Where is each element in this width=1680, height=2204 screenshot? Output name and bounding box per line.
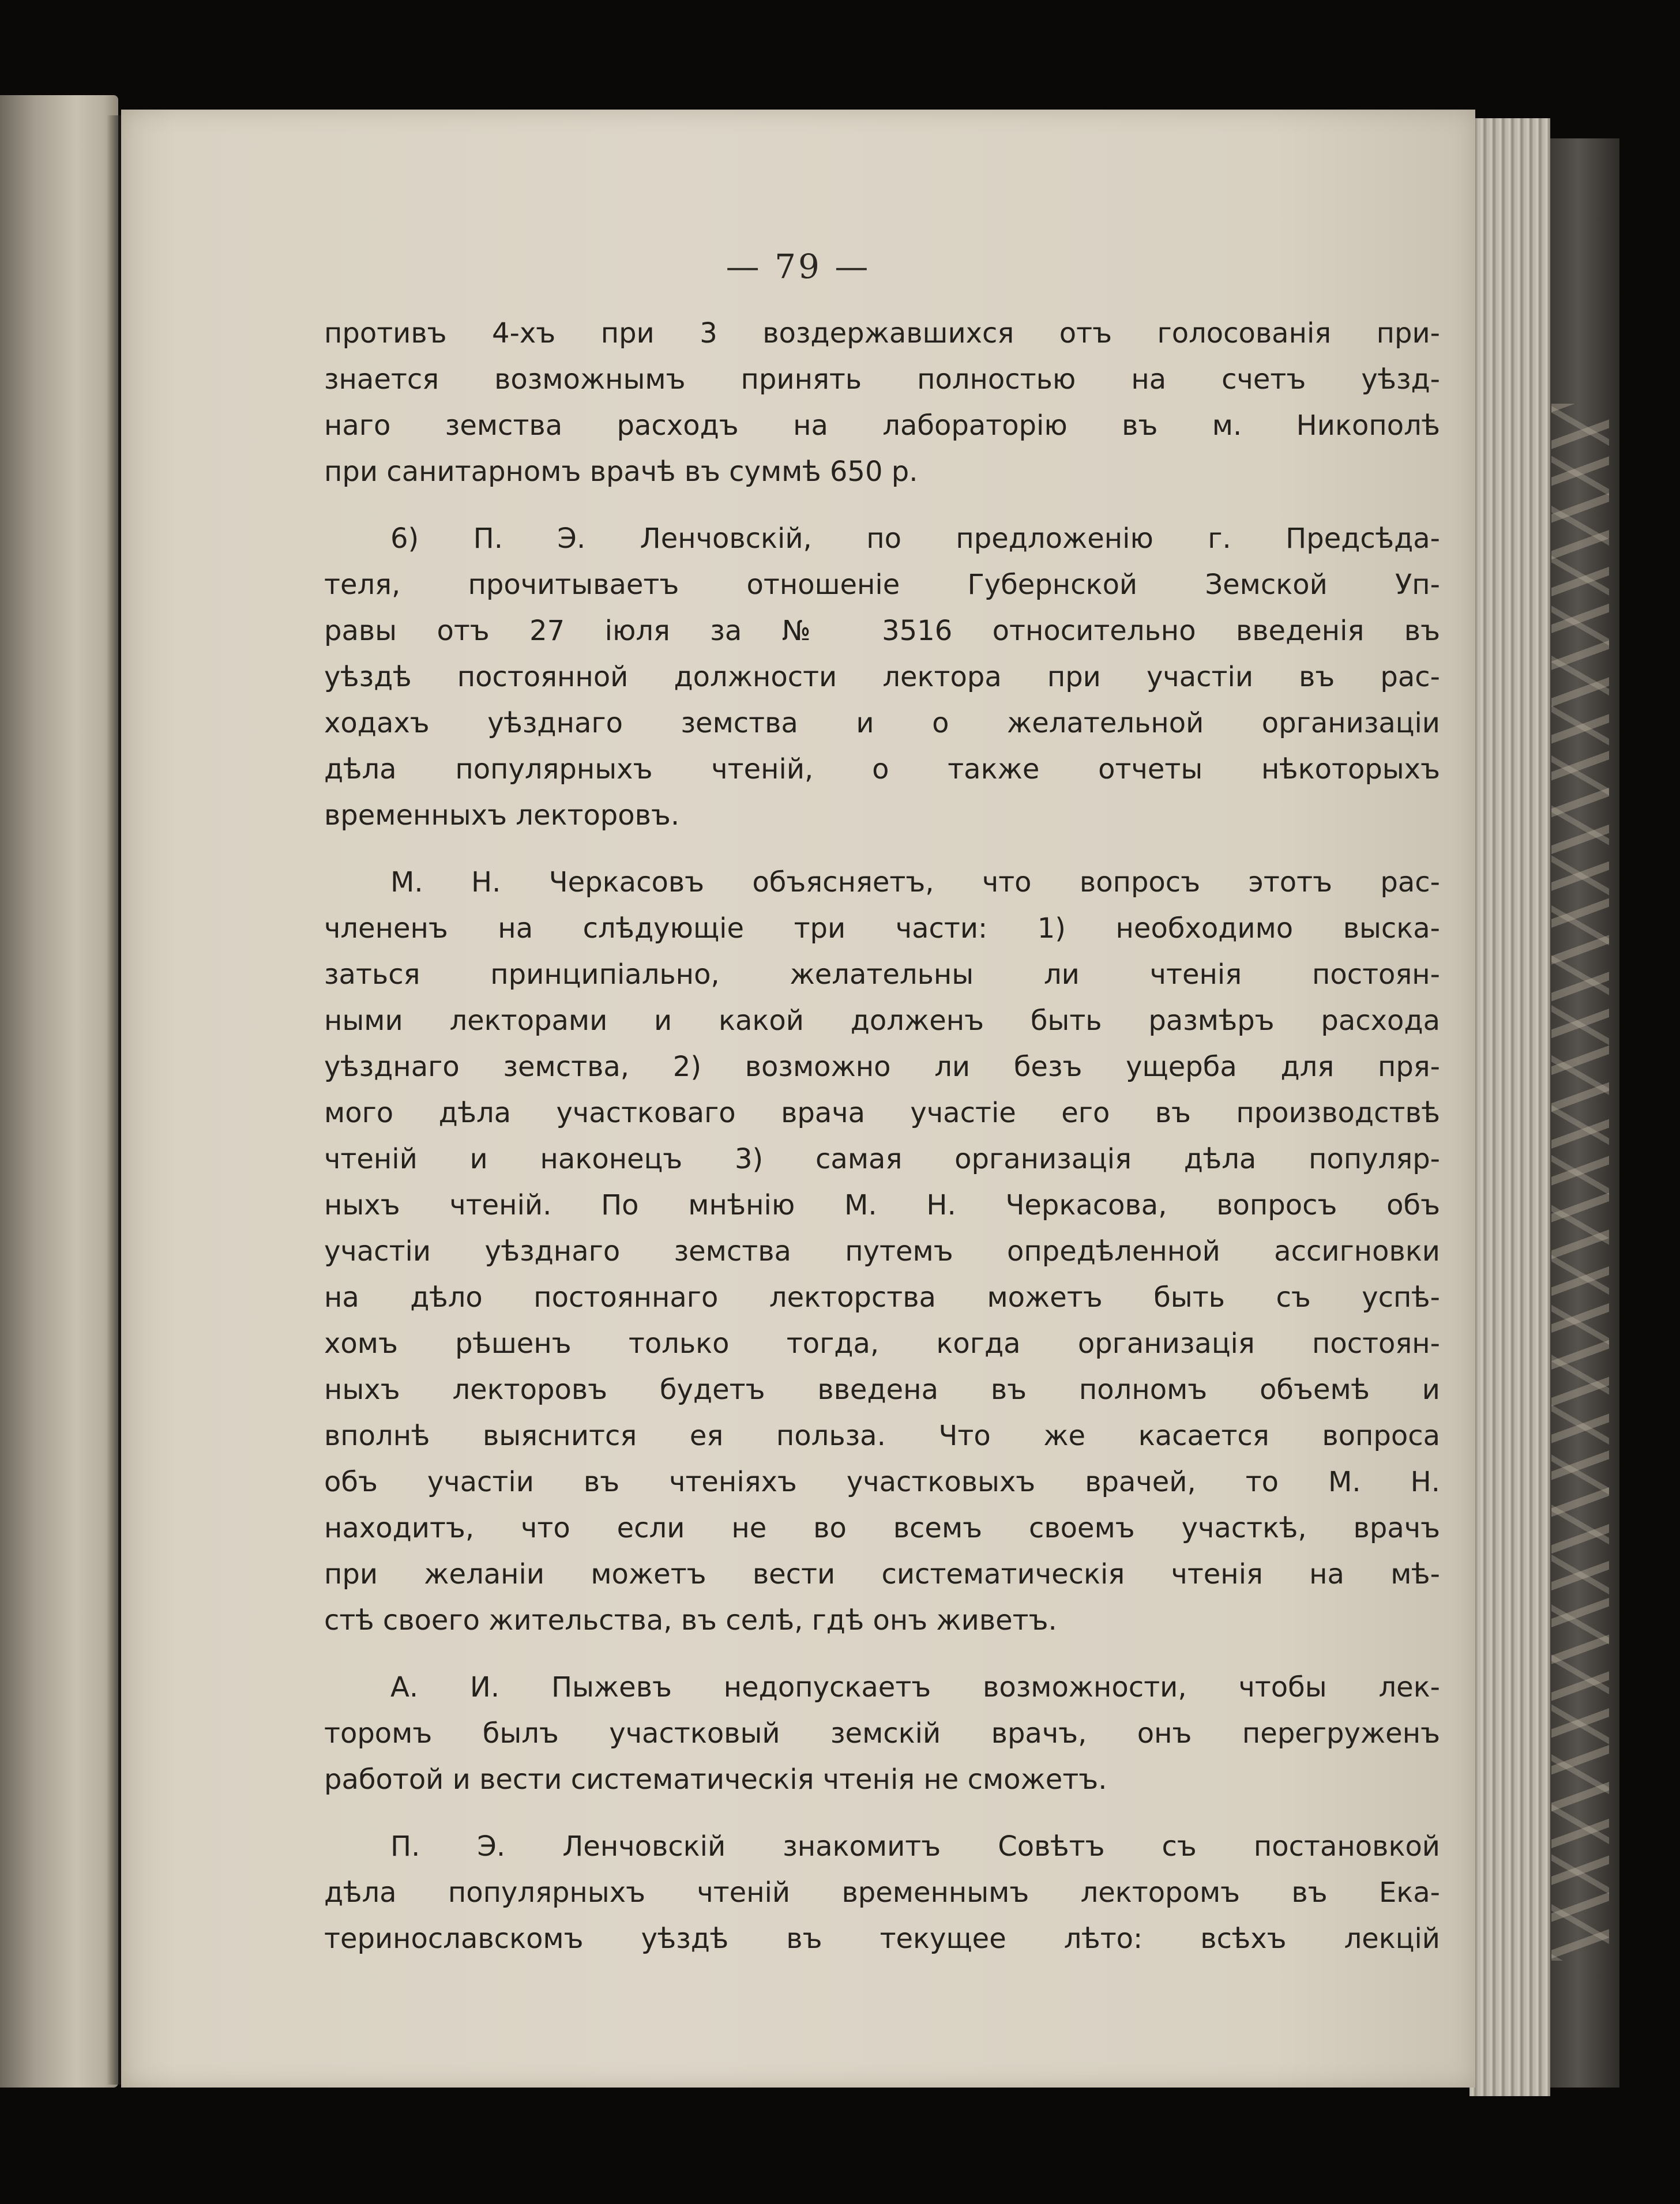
text-line: теринославскомъ уѣздѣ въ текущее лѣто: всѣхъ лекцій xyxy=(324,1923,1440,1955)
page-body-text xyxy=(324,310,1440,1983)
text-line: наго земства расходъ на лабораторію въ м. Никополѣ xyxy=(324,409,1440,442)
text-line: ходахъ уѣзднаго земства и о желательной организаціи xyxy=(324,707,1440,739)
text-line: дѣла популярныхъ чтеній временнымъ лекторомъ въ Ека- xyxy=(324,1876,1440,1909)
paragraph-1 xyxy=(324,310,1440,495)
text-line: мого дѣла участковаго врача участіе его въ производствѣ xyxy=(324,1097,1440,1129)
text-line: работой и вести систематическія чтенія не сможетъ. xyxy=(324,1763,1107,1796)
text-line: при санитарномъ врачѣ въ суммѣ 650 р. xyxy=(324,456,918,488)
left-facing-page xyxy=(0,95,118,2088)
paragraph-3 xyxy=(324,859,1440,1643)
text-line: дѣла популярныхъ чтеній, о также отчеты нѣкоторыхъ xyxy=(324,753,1440,785)
text-line: ными лекторами и какой долженъ быть размѣръ расхода xyxy=(324,1005,1440,1037)
text-line: уѣздѣ постоянной должности лектора при участіи въ рас- xyxy=(324,661,1440,693)
paragraph-4 xyxy=(324,1664,1440,1803)
marbled-cover-edge xyxy=(1551,404,1609,1961)
text-line: теля, прочитываетъ отношеніе Губернской Земской Уп- xyxy=(324,569,1440,601)
text-line: временныхъ лекторовъ. xyxy=(324,799,680,832)
text-line: А. И. Пыжевъ недопускаетъ возможности, чтобы лек- xyxy=(390,1671,1440,1703)
text-line: при желаніи можетъ вести систематическія чтенія на мѣ- xyxy=(324,1558,1440,1590)
document-page xyxy=(121,110,1475,2088)
text-line: ныхъ чтеній. По мнѣнію М. Н. Черкасова, вопросъ объ xyxy=(324,1189,1440,1221)
text-line: находитъ, что если не во всемъ своемъ участкѣ, врачъ xyxy=(324,1512,1440,1544)
text-line: на дѣло постояннаго лекторства можетъ быть съ успѣ- xyxy=(324,1281,1440,1314)
text-line: 6) П. Э. Ленчовскій, по предложенію г. Предсѣда- xyxy=(390,522,1440,555)
text-line: равы отъ 27 іюля за № 3516 относительно введенія въ xyxy=(324,615,1440,647)
text-line: члененъ на слѣдующіе три части: 1) необходимо выска- xyxy=(324,912,1440,945)
text-line: знается возможнымъ принять полностью на счетъ уѣзд- xyxy=(324,363,1440,396)
text-line: вполнѣ выяснится ея польза. Что же касается вопроса xyxy=(324,1420,1440,1452)
page-stack-edge xyxy=(1469,118,1550,2096)
page-number: — 79 — xyxy=(726,247,871,286)
text-line: П. Э. Ленчовскій знакомитъ Совѣтъ съ постановкой xyxy=(390,1830,1440,1863)
text-line: чтеній и наконецъ 3) самая организація дѣла популяр- xyxy=(324,1143,1440,1175)
text-line: противъ 4-хъ при 3 воздержавшихся отъ голосованія при- xyxy=(324,317,1440,349)
paragraph-5 xyxy=(324,1823,1440,1962)
text-line: М. Н. Черкасовъ объясняетъ, что вопросъ этотъ рас- xyxy=(390,866,1440,898)
text-line: ныхъ лекторовъ будетъ введена въ полномъ объемѣ и xyxy=(324,1374,1440,1406)
text-line: заться принципіально, желательны ли чтенія постоян- xyxy=(324,958,1440,991)
text-line: участіи уѣзднаго земства путемъ опредѣленной ассигновки xyxy=(324,1235,1440,1268)
text-line: хомъ рѣшенъ только тогда, когда организація постоян- xyxy=(324,1327,1440,1360)
text-line: объ участіи въ чтеніяхъ участковыхъ врачей, то М. Н. xyxy=(324,1466,1440,1498)
text-line: торомъ былъ участковый земскій врачъ, онъ перегруженъ xyxy=(324,1717,1440,1750)
text-line: уѣзднаго земства, 2) возможно ли безъ ущерба для пря- xyxy=(324,1051,1440,1083)
paragraph-2 xyxy=(324,516,1440,838)
text-line: стѣ своего жительства, въ селѣ, гдѣ онъ живетъ. xyxy=(324,1604,1057,1637)
